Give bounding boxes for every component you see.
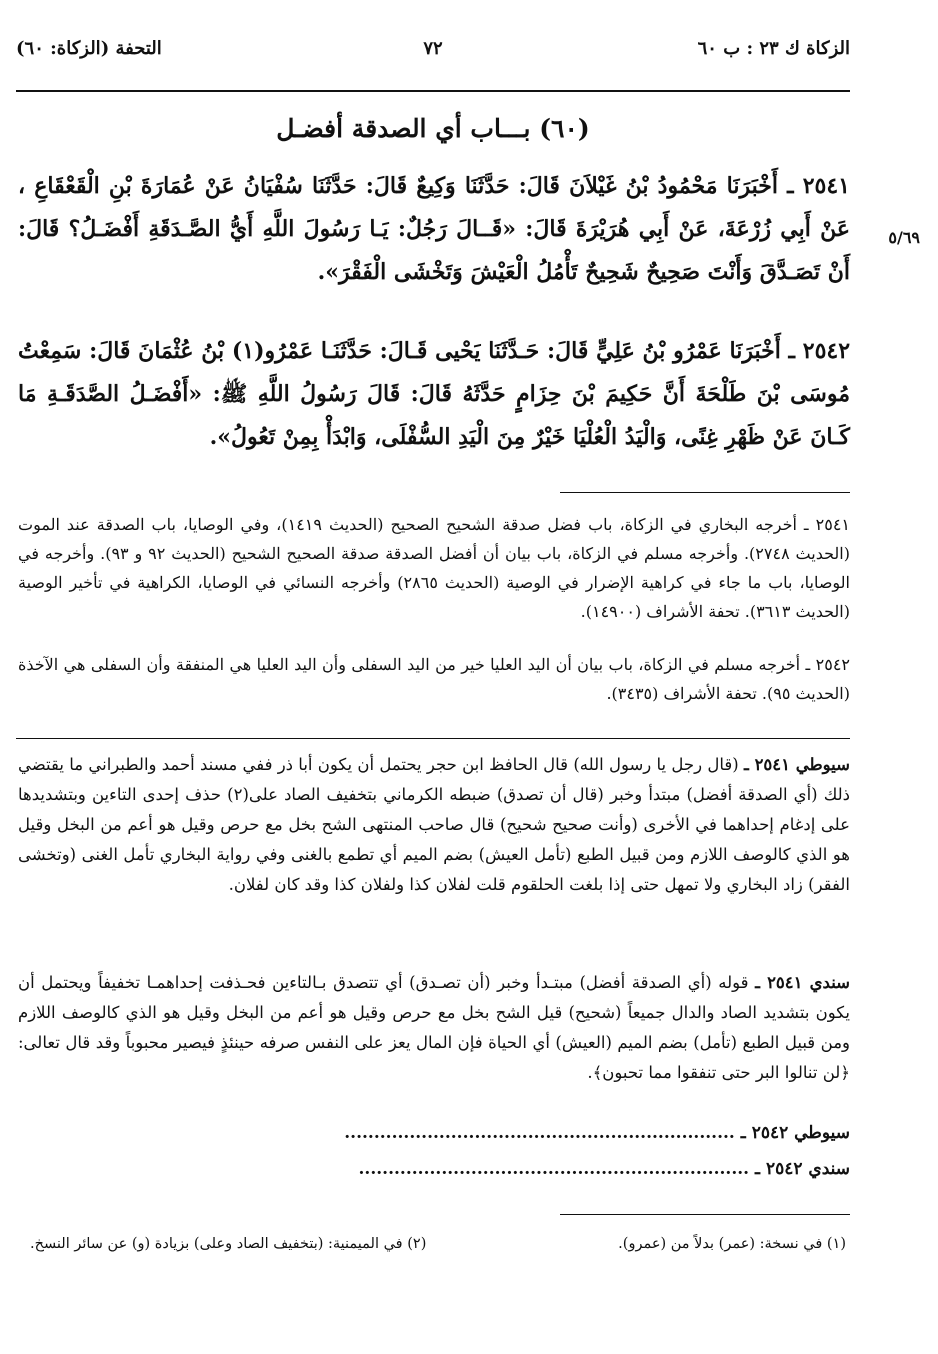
running-header [16, 38, 850, 74]
commentary-separator [16, 738, 850, 739]
header-tuhfa-ref: التحفة (الزكاة: ٦٠) [16, 38, 162, 59]
commentary-sindi-2541 [18, 968, 850, 1088]
commentary-head: سندي ٢٥٤١ ـ [755, 973, 850, 992]
hadith-2542: ٢٥٤٢ ـ أَخْبَرَنَا عَمْرُو بْنُ عَلِيٍّ قَالَ: حَـدَّثَنَا يَحْيى قَـالَ: حَدَّثَنَـا عَمْرُو(١) بْنُ عُثْمَانَ قَالَ: سَمِعْتُ مُوسَى بْنَ طَلْحَةَ أَنَّ حَكِيمَ بْنَ حِزَامٍ حَدَّثَهُ قَالَ: قَالَ رَسُولُ اللَّهِ ﷺ: «أَفْضَـلُ الصَّدَقَـةِ مَا كَـانَ عَنْ ظَهْرِ غِنًى، وَالْيَدُ الْعُلْيَا خَيْرٌ مِنَ الْيَدِ السُّفْلَى، وَابْدَأْ بِمِنْ تَعُولُ». [18, 338, 851, 450]
dotted-leader: .................................................................. [344, 1123, 735, 1143]
page-number: ٧٢ [423, 38, 443, 59]
takhrij-2541: ٢٥٤١ ـ أخرجه البخاري في الزكاة، باب فضل صدقة الشحيح الصحيح (الحديث ١٤١٩)، وفي الوصايا، باب الصدقة عند الموت (الحديث ٢٧٤٨). وأخرجه مسلم في الزكاة، باب بيان أن أفضل الصدقة صدقة الصحيح الشحيح (الحديث ٩٢ و ٩٣). وأخرجه في الوصايا، باب ما جاء في كراهية الإضرار في الوصية (الحديث ٢٨٦٥) وأخرجه النسائي في الوصايا، الكراهية في تأخير الوصية (الحديث ٣٦١٣). تحفة الأشراف (١٤٩٠٠). [18, 515, 850, 621]
footnote-separator [560, 1214, 850, 1215]
commentary-head: سيوطي ٢٥٤١ ـ [743, 755, 850, 774]
header-section-ref: الزكاة ك ٢٣ : ب ٦٠ [697, 38, 850, 59]
commentary-head: سندي ٢٥٤٢ ـ [755, 1159, 850, 1179]
footnote-1: (١) في نسخة: (عمر) بدلاً من (عمرو). [618, 1236, 846, 1252]
hadith-2541: ٢٥٤١ ـ أَخْبَرَنَا مَحْمُودُ بْنُ غَيْلاَنَ قَالَ: حَدَّثَنَا وَكِيعٌ قَالَ: حَدَّثَنَا سُفْيَانُ عَنْ عُمَارَةَ بْنِ الْقَعْقَاعِ ، عَنْ أَبِي زُرْعَةَ، عَنْ أَبِي هُرَيْرَةَ قَالَ: «قَــالَ رَجُلٌ: يَـا رَسُولَ اللَّهِ أَيُّ الصَّـدَقَةِ أَفْضَـلُ؟ قَالَ: أَنْ تَصَـدَّقَ وَأَنْتَ صَحِيحٌ شَحِيحٌ تَأْمُلُ الْعَيْشَ وَتَخْشَى الْفَقْرَ». [18, 173, 850, 285]
footnote-2: (٢) في الميمنية: (بتخفيف الصاد وعلى) بزيادة (و) عن سائر النسخ. [30, 1236, 427, 1252]
header-rule [16, 90, 850, 92]
chapter-title: (٦٠) بـــاب أي الصدقة أفضـل [276, 114, 590, 143]
commentary-text: قوله (أي الصدقة أفضل) مبتـدأ وخبر (أن تصـدق) أي تتصدق بـالتاءين فحـذفت إحداهمـا تخفيفاً ويحتمل أن يكون بتشديد الصاد والدال جميعاً (شحيح) قيل الشح بخل مع حرص وقيل هو أعم من البخل وقيل هو الذي كالوصف اللازم ومن قبيل الطبع (تأمل) بضم الميم (العيش) أي الحياة فإن المال يعز على النفس صرفه حينئذٍ فيصير محبوباً وقد قال تعالى: ﴿لن تنالوا البر حتى تنفقوا مما تحبون﴾. [18, 973, 850, 1082]
takhrij-separator [560, 492, 850, 493]
commentary-suyuti-2542 [64, 1123, 850, 1153]
commentary-suyuti-2541 [18, 750, 850, 900]
commentary-sindi-2542 [64, 1159, 850, 1189]
takhrij-2542: ٢٥٤٢ ـ أخرجه مسلم في الزكاة، باب بيان أن اليد العليا خير من اليد السفلى وأن اليد العليا هي المنفقة وأن السفلى هي الآخذة (الحديث ٩٥). تحفة الأشراف (٣٤٣٥). [18, 655, 851, 703]
dotted-leader: .................................................................. [358, 1159, 750, 1179]
margin-reference: ٥/٦٩ [888, 228, 920, 247]
commentary-head: سيوطي ٢٥٤٢ ـ [740, 1123, 850, 1143]
commentary-text: (قال رجل يا رسول الله) قال الحافظ ابن حجر يحتمل أن يكون أبا ذر ففي مسند أحمد والطبراني ما يقتضي ذلك (أي الصدقة أفضل) مبتدأ وخبر (قال أن تصدق) ضبطه الكرماني بتخفيف الصاد على(٢) حذف إحدى التاءين وبتشديدها على إدغام إحداهما في الأخرى (وأنت صحيح شحيح) قال صاحب المنتهى الشح بخل مع حرص وقيل هو أعم من البخل وقيل هو الذي كالوصف اللازم ومن قبيل الطبع (تأمل العيش) بضم الميم أي تطمع بالغنى وفي رواية البخاري تأمل الغنى (وتخشى الفقر) زاد البخاري ولا تمهل حتى إذا بلغت الحلقوم قلت لفلان كذا ولفلان كذا وقد كان لفلان. [18, 755, 851, 894]
